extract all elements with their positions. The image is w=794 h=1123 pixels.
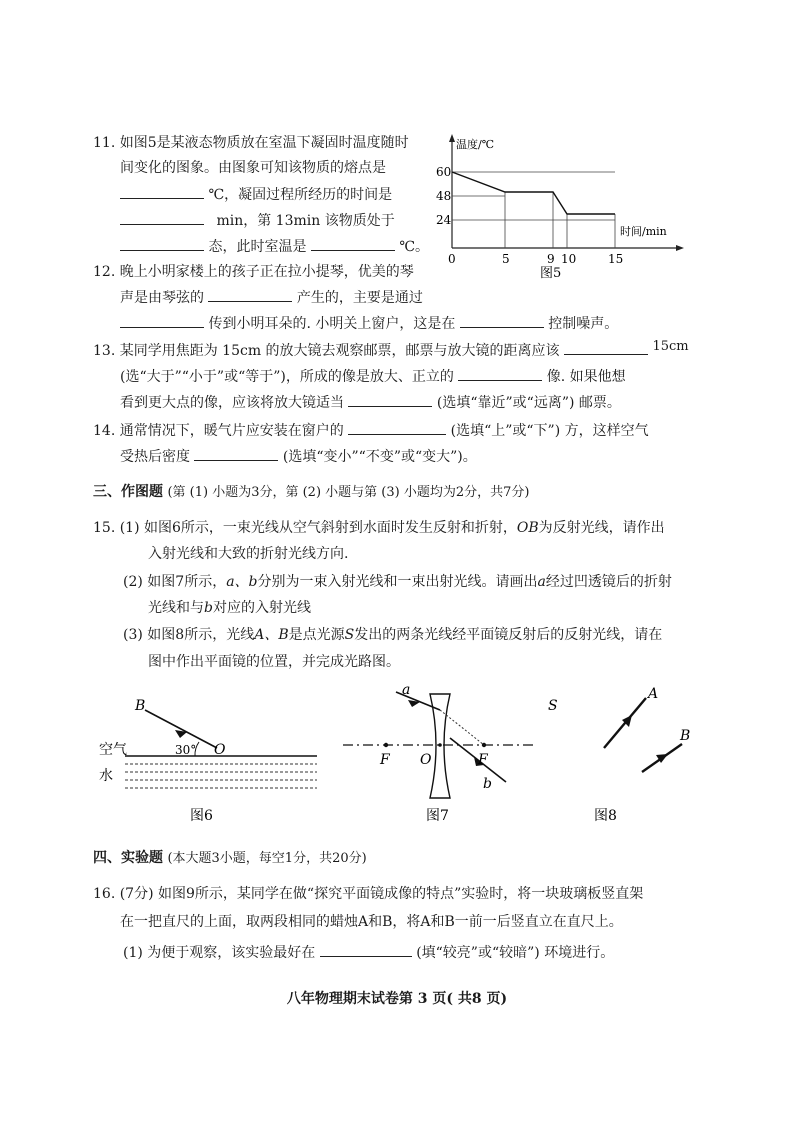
q16-blank-environment[interactable]	[320, 942, 412, 957]
q13-line1: 13. 某同学用焦距为 15cm 的放大镜去观察邮票，邮票与放大镜的距离应该 15cm	[93, 339, 689, 359]
q11-blank-duration[interactable]	[120, 210, 204, 225]
fig7-label-o: O	[420, 752, 432, 768]
fig6-air-label: 空气	[99, 742, 127, 758]
q13-line2: (选“大于”“小于”或“等于”)，所成的像是放大、正立的 像. 如果他想	[120, 366, 626, 387]
q15-number: 15.	[93, 520, 116, 536]
q12-blank-noise-control[interactable]	[460, 313, 544, 328]
q15-part2-line2: 光线和与b对应的入射光线	[148, 600, 311, 616]
q14-line2: 受热后密度 (选填“变小”“不变”或“变大”)。	[120, 446, 477, 467]
fig8-caption: 图8	[594, 808, 617, 824]
fig6-label-b: B	[135, 698, 146, 714]
section-4-heading: 四、实验题 (本大题3小题，每空1分，共20分)	[93, 850, 367, 866]
q11-line4: min，第 13min 该物质处于	[120, 210, 395, 231]
q11-line3: ℃，凝固过程所经历的时间是	[120, 184, 392, 205]
fig5-ytick-48: 48	[436, 189, 452, 203]
fig5-xtick-9: 9	[547, 252, 555, 266]
figure-8-point-source	[540, 682, 700, 832]
q14-blank-density[interactable]	[194, 446, 278, 461]
q16-line3: (1) 为便于观察，该实验最好在 (填“较亮”或“较暗”) 环境进行。	[123, 942, 614, 963]
fig6-caption: 图6	[190, 808, 213, 824]
fig6-label-o: O	[214, 742, 226, 758]
q12-line1: 12. 晚上小明家楼上的孩子正在拉小提琴，优美的琴	[93, 264, 414, 280]
q13-blank-image-type[interactable]	[458, 366, 542, 381]
q14-line1: 14. 通常情况下，暖气片应安装在窗户的 (选填“上”或“下”) 方，这样空气	[93, 420, 649, 441]
fig7-label-a: a	[402, 682, 411, 698]
figure-6-reflection	[95, 692, 320, 827]
page-footer: 八年物理期末试卷第 3 页( 共8 页)	[286, 991, 508, 1007]
q11-line1: 11. 如图5是某液态物质放在室温下凝固时温度随时	[93, 135, 409, 151]
q13-number: 13.	[93, 343, 116, 359]
fig5-xtick-10: 10	[561, 252, 577, 266]
fig5-xlabel: 时间/min	[620, 225, 667, 238]
q12-line3: 传到小明耳朵的. 小明关上窗户，这是在 控制噪声。	[120, 313, 618, 334]
fig8-label-b: B	[680, 728, 691, 744]
figure-5-graph	[430, 130, 710, 285]
fig6-water-label: 水	[99, 768, 113, 784]
q15-part3-line2: 图中作出平面镜的位置，并完成光路图。	[148, 654, 400, 670]
figure-7-concave-lens	[338, 682, 538, 832]
q16-number: 16.	[93, 886, 116, 902]
q11-line5: 态，此时室温是 ℃。	[120, 236, 429, 257]
fig7-label-f-left: F	[380, 752, 390, 768]
q11-blank-state[interactable]	[120, 236, 204, 251]
q12-line2: 声是由琴弦的 产生的，主要是通过	[120, 287, 423, 308]
fig6-angle: 30°	[175, 743, 197, 757]
fig7-label-b: b	[483, 776, 492, 792]
q13-line3: 看到更大点的像，应该将放大镜适当 (选填“靠近”或“远离”) 邮票。	[120, 392, 621, 413]
section-3-heading: 三、作图题 (第 (1) 小题为3分，第 (2) 小题与第 (3) 小题均为2分，共7分)	[93, 484, 530, 500]
q15-part1-line1: 15. (1) 如图6所示，一束光线从空气斜射到水面时发生反射和折射，OB为反射光线，请作出	[93, 520, 665, 536]
q12-blank-source[interactable]	[208, 287, 292, 302]
q11-number: 11.	[93, 135, 116, 151]
fig7-caption: 图7	[426, 808, 449, 824]
q14-number: 14.	[93, 423, 116, 439]
q11-line2: 间变化的图象。由图象可知该物质的熔点是	[120, 160, 386, 176]
fig5-origin: 0	[448, 252, 456, 266]
fig8-label-s: S	[548, 698, 558, 714]
q14-blank-position[interactable]	[348, 420, 446, 435]
q15-part3-line1: (3) 如图8所示，光线A、B是点光源S发出的两条光线经平面镜反射后的反射光线，请在	[123, 627, 663, 643]
fig8-label-a: A	[648, 686, 659, 702]
fig5-ytick-60: 60	[436, 165, 452, 179]
fig5-ytick-24: 24	[436, 213, 452, 227]
q15-part2-line1: (2) 如图7所示，a、b分别为一束入射光线和一束出射光线。请画出a经过凹透镜后的折射	[123, 574, 672, 590]
q11-blank-room-temp[interactable]	[311, 236, 395, 251]
fig5-caption: 图5	[540, 266, 562, 281]
q16-line2: 在一把直尺的上面，取两段相同的蜡烛A和B，将A和B一前一后竖直立在直尺上。	[120, 914, 623, 930]
q12-blank-medium[interactable]	[120, 313, 204, 328]
q13-blank-move[interactable]	[348, 392, 432, 407]
fig5-xtick-5: 5	[502, 252, 510, 266]
q15-part1-line2: 入射光线和大致的折射光线方向.	[148, 546, 349, 562]
fig5-xtick-15: 15	[608, 252, 624, 266]
fig5-ylabel: 温度/℃	[456, 138, 495, 151]
q12-number: 12.	[93, 264, 116, 280]
q16-line1: 16. (7分) 如图9所示，某同学在做“探究平面镜成像的特点”实验时，将一块玻璃板竖直架	[93, 886, 644, 902]
q11-blank-melting-point[interactable]	[120, 184, 204, 199]
fig7-label-f-right: F	[478, 752, 488, 768]
q13-blank-distance[interactable]	[564, 340, 648, 355]
